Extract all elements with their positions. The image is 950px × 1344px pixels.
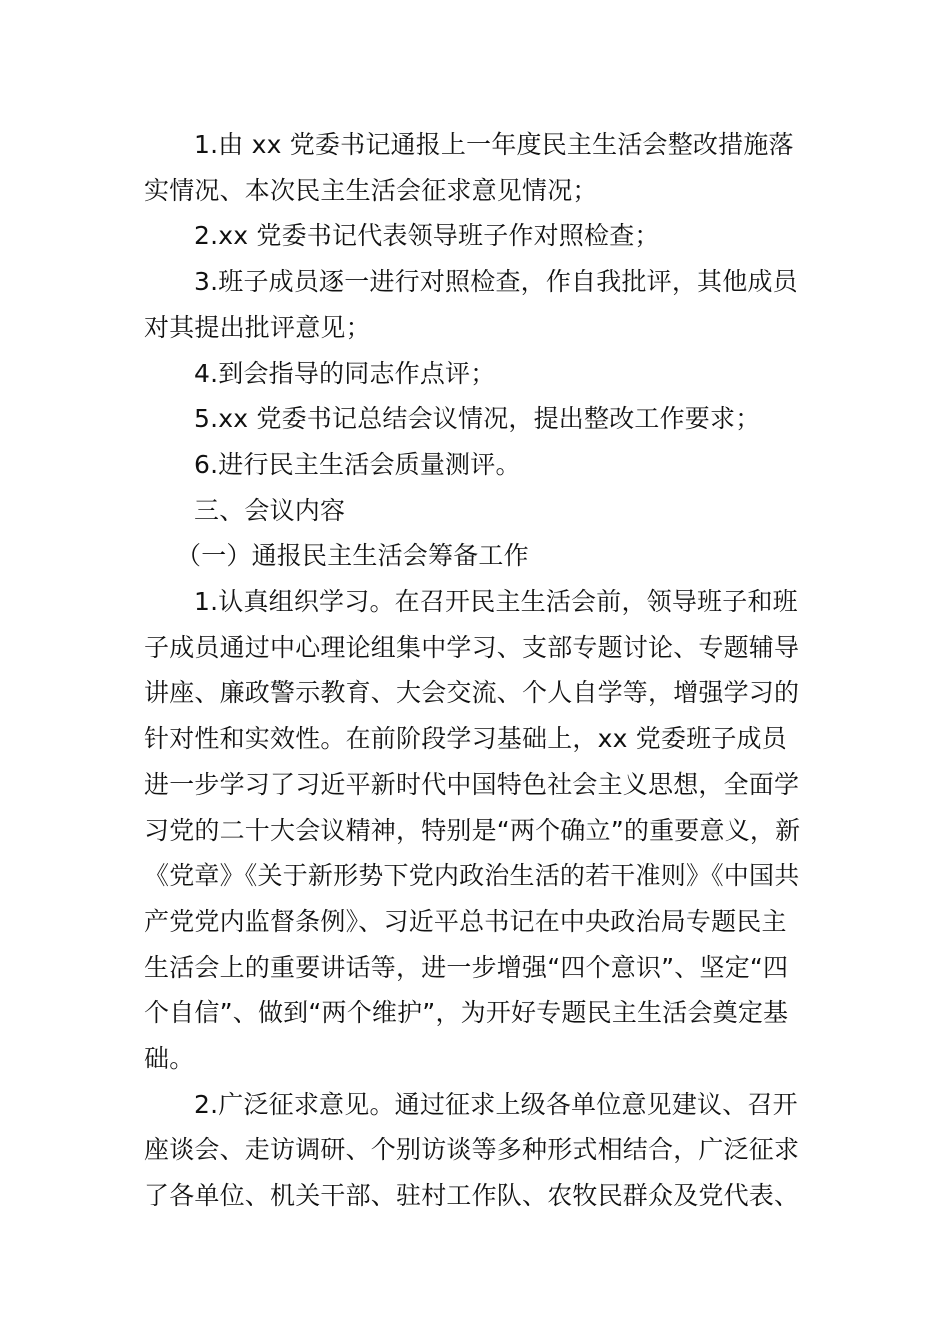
- document-body: [144, 122, 810, 1219]
- paragraph-item-6: 6.进行民主生活会质量测评。: [194, 449, 521, 479]
- opinion-paragraph: 2.广泛征求意见。通过征求上级各单位意见建议、召开座谈会、走访调研、个别访谈等多种形式相结合，广泛征求了各单位、机关干部、驻村工作队、农牧民群众及党代表、: [144, 1089, 800, 1211]
- paragraph-item-1: 1.由 xx 党委书记通报上一年度民主生活会整改措施落实情况、本次民主生活会征求意见情况；: [144, 130, 794, 205]
- study-paragraph: 1.认真组织学习。在召开民主生活会前，领导班子和班子成员通过中心理论组集中学习、支部专题讨论、专题辅导讲座、廉政警示教育、大会交流、个人自学等，增强学习的针对性和实效性。在前阶段学习基础上，xx 党委班子成员进一步学习了习近平新时代中国特色社会主义思想，全面学习党的二十大会议精神，特别是“两个确立”的重要意义，新《党章》《关于新形势下党内政治生活的若干准则》《中国共产党党内监督条例》、习近平总书记在中央政治局专题民主 生活会上的重要讲话等，进一步增强“四个意识”、坚定“四个自信”、做到“两个维护”，为开好专题民主生活会奠定基础。: [144, 587, 801, 1074]
- paragraph-item-4: 4.到会指导的同志作点评；: [194, 358, 496, 388]
- section-heading: 三、会议内容: [194, 495, 346, 525]
- paragraph-item-2: 2.xx 党委书记代表领导班子作对照检查；: [194, 221, 660, 251]
- paragraph-item-3: 3.班子成员逐一进行对照检查，作自我批评，其他成员对其提出批评意见；: [144, 267, 798, 342]
- paragraph-item-5: 5.xx 党委书记总结会议情况，提出整改工作要求；: [194, 404, 761, 434]
- subsection-heading: （一）通报民主生活会筹备工作: [176, 541, 529, 571]
